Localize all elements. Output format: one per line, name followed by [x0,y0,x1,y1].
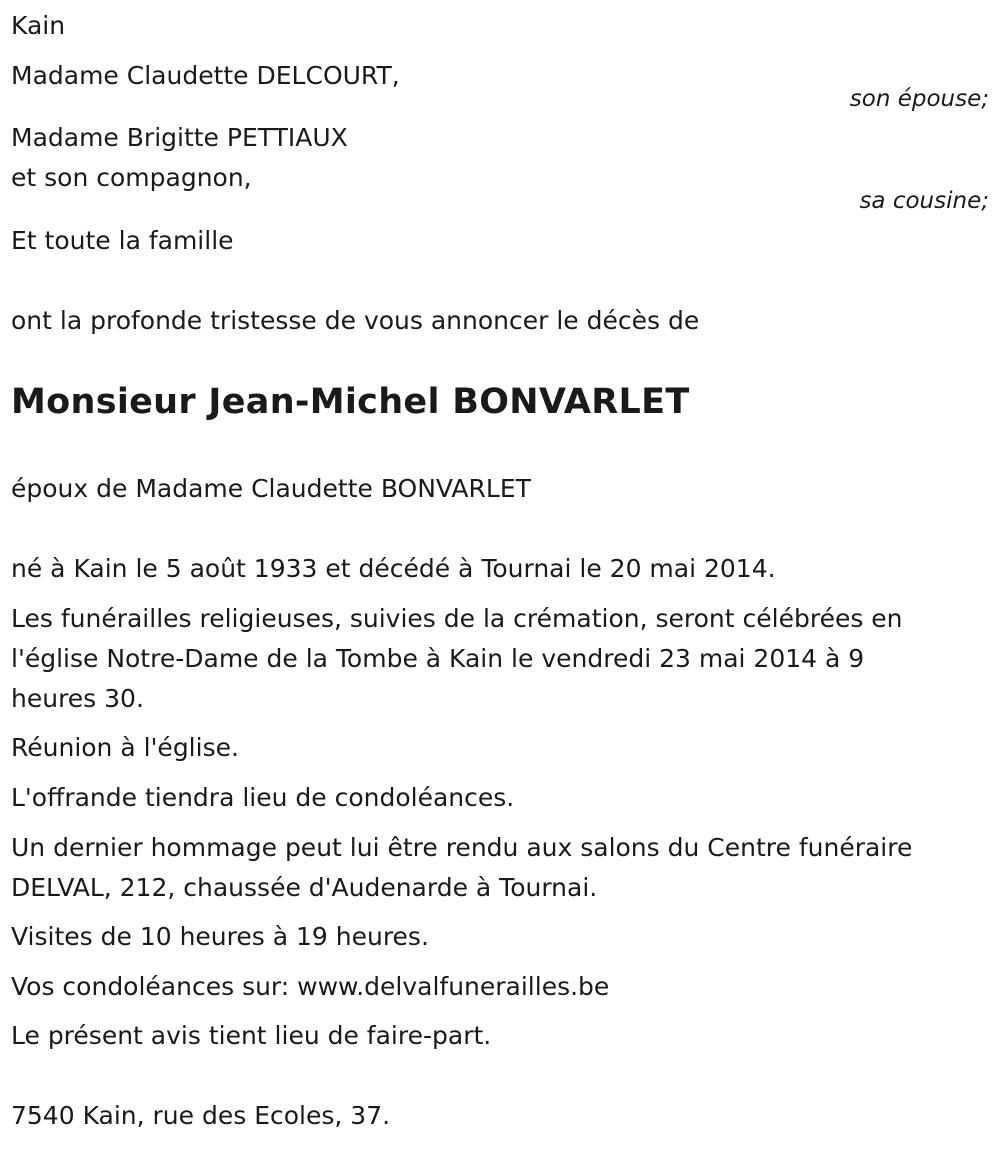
funeral-text-line-1: Les funérailles religieuses, suivies de la crémation, seront célébrées en [11,604,903,633]
family-role-cousin: sa cousine; [859,188,989,214]
tribute-text-line-1: Un dernier hommage peut lui être rendu aux salons du Centre funéraire [11,833,913,862]
family-member-cousin-companion: et son compagnon, [11,163,252,192]
announcement-intro: ont la profonde tristesse de vous annoncer le décès de [11,306,700,335]
funeral-text-line-2: l'église Notre-Dame de la Tombe à Kain le vendredi 23 mai 2014 à 9 [11,644,865,673]
notice-line: Le présent avis tient lieu de faire-part. [11,1021,492,1050]
condolences-line: Vos condoléances sur: www.delvalfunerailles.be [11,972,610,1001]
locality-heading: Kain [11,11,66,40]
tribute-text-line-2: DELVAL, 212, chaussée d'Audenarde à Tournai. [11,873,598,902]
family-member-spouse: Madame Claudette DELCOURT, [11,61,400,90]
meeting-line: Réunion à l'église. [11,733,239,762]
family-role-spouse: son épouse; [849,86,989,112]
deceased-name: Monsieur Jean-Michel BONVARLET [11,382,690,422]
funeral-text-line-3: heures 30. [11,684,144,713]
birth-death-line: né à Kain le 5 août 1933 et décédé à Tournai le 20 mai 2014. [11,554,776,583]
address-line: 7540 Kain, rue des Ecoles, 37. [11,1101,391,1130]
spouse-line: époux de Madame Claudette BONVARLET [11,474,531,503]
visits-line: Visites de 10 heures à 19 heures. [11,922,429,951]
family-member-cousin: Madame Brigitte PETTIAUX [11,123,348,152]
family-others: Et toute la famille [11,226,234,255]
offering-line: L'offrande tiendra lieu de condoléances. [11,783,515,812]
